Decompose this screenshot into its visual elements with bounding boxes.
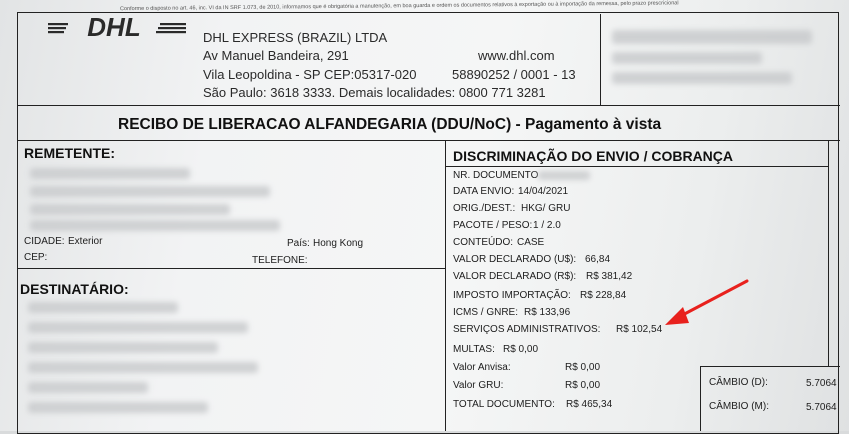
body-divider	[445, 141, 446, 431]
redacted-sender-address-2	[30, 204, 230, 215]
redacted-barcode-area	[612, 30, 812, 44]
shipment-heading-rule	[445, 166, 829, 167]
fines-value: R$ 0,00	[503, 344, 539, 355]
package-weight-label: PACOTE / PESO:	[453, 220, 533, 231]
declared-usd-label: VALOR DECLARADO (U$):	[453, 254, 577, 265]
exchange-d-value: 5.7064	[806, 378, 837, 389]
company-address-line1: Av Manuel Bandeira, 291	[203, 48, 349, 63]
exchange-m-value: 5.7064	[806, 402, 837, 413]
fines-label: MULTAS:	[453, 344, 495, 355]
gru-value: R$ 0,00	[565, 380, 601, 391]
company-name: DHL EXPRESS (BRAZIL) LTDA	[203, 30, 388, 45]
import-tax-value: R$ 228,84	[580, 290, 627, 301]
receipt-title: RECIBO DE LIBERACAO ALFANDEGARIA (DDU/NoC) - Pagamento à vista	[118, 116, 662, 133]
origin-dest-label: ORIG./DEST.:	[453, 203, 516, 214]
shipment-right-edge	[828, 141, 829, 367]
redacted-recipient-address-3	[28, 362, 258, 373]
recipient-heading: DESTINATÁRIO:	[20, 281, 129, 297]
total-label: TOTAL DOCUMENTO:	[453, 399, 555, 410]
redacted-recipient-address-2	[28, 342, 218, 353]
company-address-line2: Vila Leopoldina - SP CEP:05317-020	[203, 67, 417, 82]
red-arrow-annotation	[655, 275, 755, 335]
redacted-barcode-area-3	[612, 72, 792, 84]
sender-recipient-rule	[17, 268, 445, 269]
redacted-doc-number	[538, 171, 590, 180]
redacted-sender-address-3	[30, 220, 280, 231]
company-website: www.dhl.com	[478, 48, 555, 63]
sender-city-value: Exterior	[68, 236, 103, 247]
doc-number-label: NR. DOCUMENTO	[453, 170, 539, 181]
redacted-sender-address	[30, 186, 270, 197]
redacted-recipient-name	[28, 302, 178, 313]
icms-label: ICMS / GNRE:	[453, 307, 519, 318]
content-label: CONTEÚDO:	[453, 237, 513, 248]
title-bottom-rule	[17, 140, 840, 141]
admin-services-value: R$ 102,54	[616, 324, 663, 335]
import-tax-label: IMPOSTO IMPORTAÇÃO:	[453, 290, 571, 301]
content-value: CASE	[517, 237, 545, 248]
anvisa-label: Valor Anvisa:	[453, 362, 511, 373]
exchange-m-label: CÂMBIO (M):	[709, 401, 769, 412]
gru-label: Valor GRU:	[453, 380, 504, 391]
shipment-heading: DISCRIMINAÇÃO DO ENVIO / COBRANÇA	[453, 148, 734, 164]
redacted-recipient-address	[28, 322, 248, 333]
header-divider	[600, 14, 601, 106]
sender-country-label: País:	[287, 238, 310, 249]
redacted-barcode-area-2	[612, 52, 762, 64]
title-top-rule	[17, 105, 840, 106]
declared-usd-value: 66,84	[585, 254, 611, 265]
ship-date-value: 14/04/2021	[518, 186, 569, 197]
origin-dest-value: HKG/ GRU	[521, 203, 571, 214]
declared-brl-value: R$ 381,42	[586, 271, 633, 282]
sender-city-label: CIDADE:	[24, 236, 65, 247]
cambio-left-rule	[700, 366, 701, 431]
company-phones: São Paulo: 3618 3333. Demais localidades: 0800 771 3281	[203, 85, 546, 100]
declared-brl-label: VALOR DECLARADO (R$):	[453, 271, 577, 282]
redacted-sender-name	[30, 168, 190, 179]
cambio-top-rule	[700, 366, 840, 367]
company-cnpj: 58890252 / 0001 - 13	[452, 67, 576, 82]
total-value: R$ 465,34	[566, 399, 613, 410]
redacted-recipient-address-5	[28, 402, 208, 413]
icms-value: R$ 133,96	[524, 307, 571, 318]
anvisa-value: R$ 0,00	[565, 362, 601, 373]
sender-cep-label: CEP:	[24, 252, 48, 263]
sender-phone-label: TELEFONE:	[252, 255, 308, 266]
exchange-d-label: CÂMBIO (D):	[709, 377, 768, 388]
redacted-recipient-address-4	[28, 382, 148, 393]
admin-services-label: SERVIÇOS ADMINISTRATIVOS:	[453, 324, 601, 335]
package-weight-value: 1 / 2.0	[533, 220, 561, 231]
sender-country-value: Hong Kong	[313, 238, 364, 249]
sender-heading: REMETENTE:	[24, 145, 115, 161]
logo-wordmark: DHL	[87, 14, 141, 40]
ship-date-label: DATA ENVIO:	[453, 186, 515, 197]
legal-fine-print: Conforme o disposto no art. 46, inc. VI da IN SRF 1.073, de 2010, informamos que é obrigatória a manutenção, em boa guarda e ordem os documentos relativos à exportação ou à importação da remessa, pelo prazo prescricional	[119, 0, 679, 13]
dhl-logo	[48, 14, 188, 40]
